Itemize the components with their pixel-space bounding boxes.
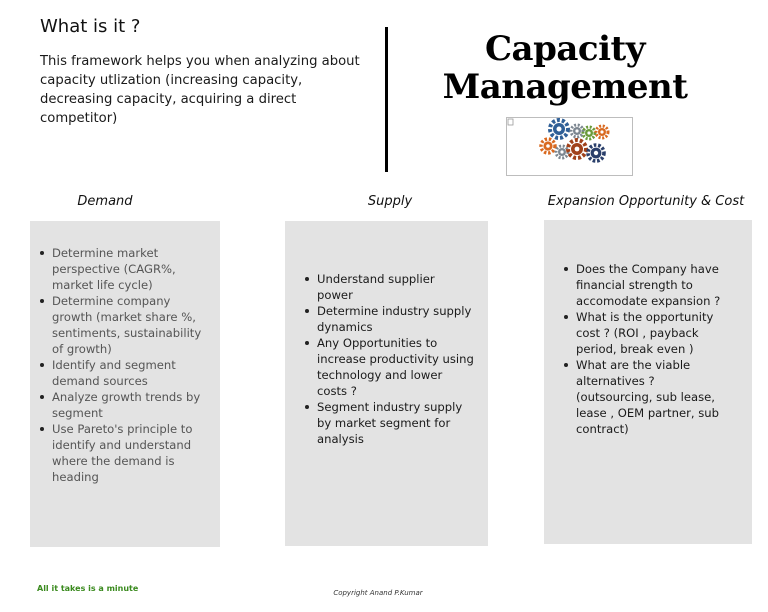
list-item: Identify and segment demand sources [40, 357, 210, 389]
gears-image [506, 117, 633, 176]
expansion-list [564, 261, 734, 437]
demand-list [40, 245, 210, 485]
page-title [430, 30, 700, 106]
list-item: Determine industry supply dynamics [305, 303, 474, 335]
list-item: Determine market perspective (CAGR%, market life cycle) [40, 245, 210, 293]
supply-panel [285, 221, 488, 546]
expansion-heading: Expansion Opportunity & Cost [547, 194, 745, 209]
gears-icon [507, 118, 632, 175]
title-line-2: Management [442, 67, 688, 107]
list-item: Use Pareto's principle to identify and understand where the demand is heading [40, 421, 210, 485]
expansion-panel [544, 220, 752, 544]
intro-description: This framework helps you when analyzing about capacity utlization (increasing capacity, decreasing capacity, acquiring a direct competitor) [40, 54, 360, 126]
demand-panel [30, 221, 220, 547]
vertical-divider [385, 27, 388, 172]
list-item: Does the Company have financial strength to accomodate expansion ? [564, 261, 734, 309]
list-item: What is the opportunity cost ? (ROI , payback period, break even ) [564, 309, 734, 357]
supply-list [305, 271, 474, 447]
demand-heading: Demand [77, 194, 133, 209]
title-line-1: Capacity [485, 29, 645, 69]
list-item: What are the viable alternatives ? (outsourcing, sub lease, lease , OEM partner, sub contract) [564, 357, 734, 437]
list-item: Analyze growth trends by segment [40, 389, 210, 421]
copyright: Copyright Anand P.Kumar [333, 589, 423, 597]
list-item: Determine company growth (market share %, sentiments, sustainability of growth) [40, 293, 210, 357]
what-is-it-heading: What is it ? [40, 16, 141, 37]
supply-heading: Supply [367, 194, 413, 209]
tagline: All it takes is a minute [37, 584, 139, 593]
list-item: Understand supplier power [305, 271, 474, 303]
list-item: Segment industry supply by market segment for analysis [305, 399, 474, 447]
list-item: Any Opportunities to increase productivity using technology and lower costs ? [305, 335, 474, 399]
